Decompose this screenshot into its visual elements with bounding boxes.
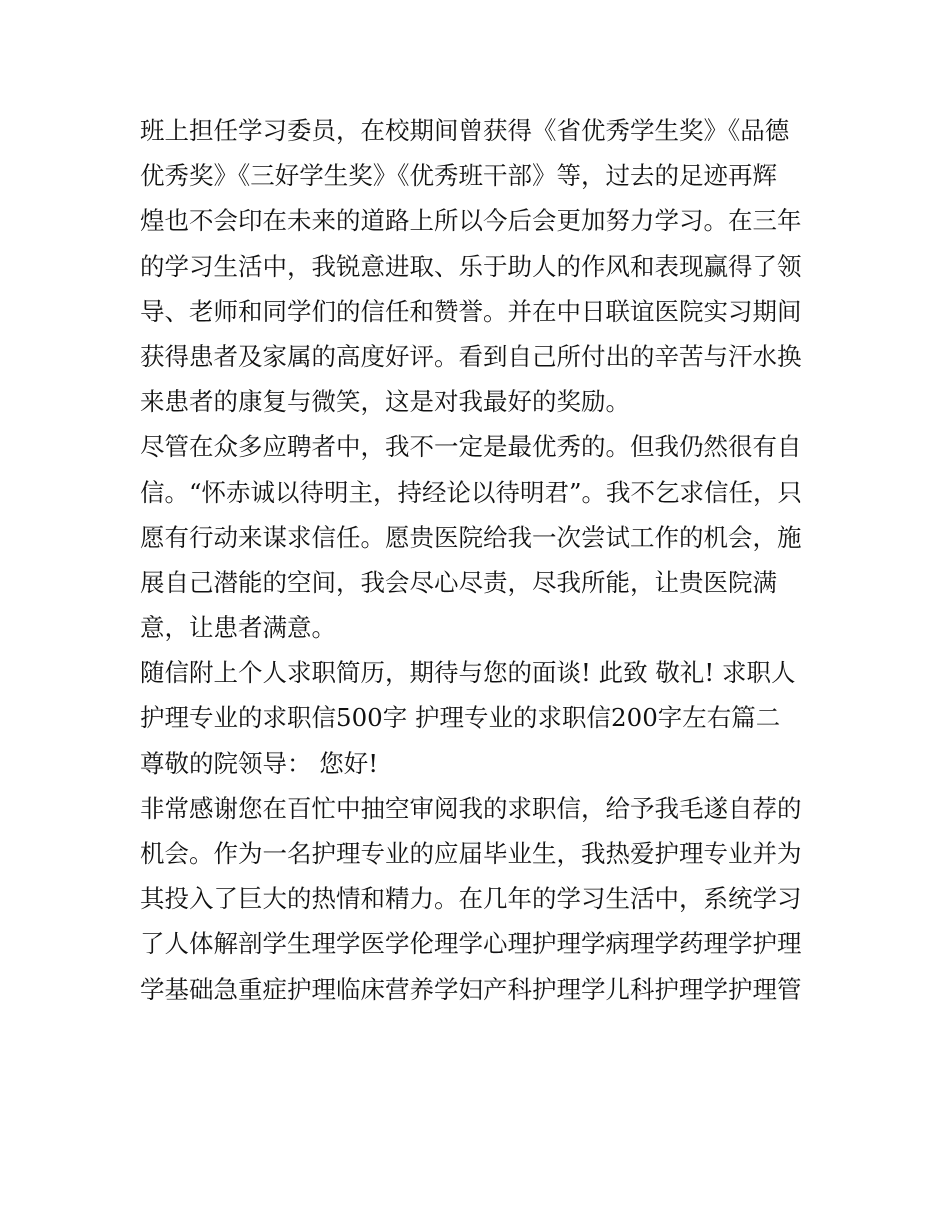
text-line: 信。“怀赤诚以待明主，持经论以待明君”。我不乞求信任，只 bbox=[140, 477, 803, 507]
text-line: 非常感谢您在百忙中抽空审阅我的求职信，给予我毛遂自荐的 bbox=[140, 793, 802, 823]
document-body bbox=[140, 108, 830, 1012]
text-line: 尽管在众多应聘者中，我不一定是最优秀的。但我仍然很有自 bbox=[140, 432, 802, 462]
text-line: 学基础急重症护理临床营养学妇产科护理学儿科护理学护理管 bbox=[140, 974, 802, 1004]
text-line: 优秀奖》《三好学生奖》《优秀班干部》等，过去的足迹再辉 bbox=[140, 161, 777, 191]
text-line: 机会。作为一名护理专业的应届毕业生，我热爱护理专业并为 bbox=[140, 839, 802, 868]
text-line: 班上担任学习委员，在校期间曾获得《省优秀学生奖》《品德 bbox=[140, 116, 790, 145]
text-line: 愿有行动来谋求信任。愿贵医院给我一次尝试工作的机会，施 bbox=[140, 522, 802, 552]
text-line: 护理专业的求职信500字 护理专业的求职信200字左右篇二 bbox=[140, 703, 781, 733]
text-line: 了人体解剖学生理学医学伦理学心理护理学病理学药理学护理 bbox=[140, 929, 802, 959]
text-line: 的学习生活中，我锐意进取、乐于助人的作风和表现赢得了领 bbox=[140, 251, 802, 281]
text-line: 其投入了巨大的热情和精力。在几年的学习生活中，系统学习 bbox=[140, 884, 802, 914]
text-line: 展自己潜能的空间，我会尽心尽责，尽我所能，让贵医院满 bbox=[140, 567, 777, 597]
text-line: 导、老师和同学们的信任和赞誉。并在中日联谊医院实习期间 bbox=[140, 296, 802, 326]
text-line: 随信附上个人求职简历，期待与您的面谈! 此致 敬礼! 求职人 bbox=[140, 658, 796, 688]
text-line: 煌也不会印在未来的道路上所以今后会更加努力学习。在三年 bbox=[140, 206, 802, 236]
text-line: 尊敬的院领导： 您好! bbox=[140, 748, 379, 778]
text-line: 来患者的康复与微笑，这是对我最好的奖励。 bbox=[140, 387, 630, 417]
text-line: 获得患者及家属的高度好评。看到自己所付出的辛苦与汗水换 bbox=[140, 341, 802, 371]
text-line: 意，让患者满意。 bbox=[140, 613, 336, 643]
